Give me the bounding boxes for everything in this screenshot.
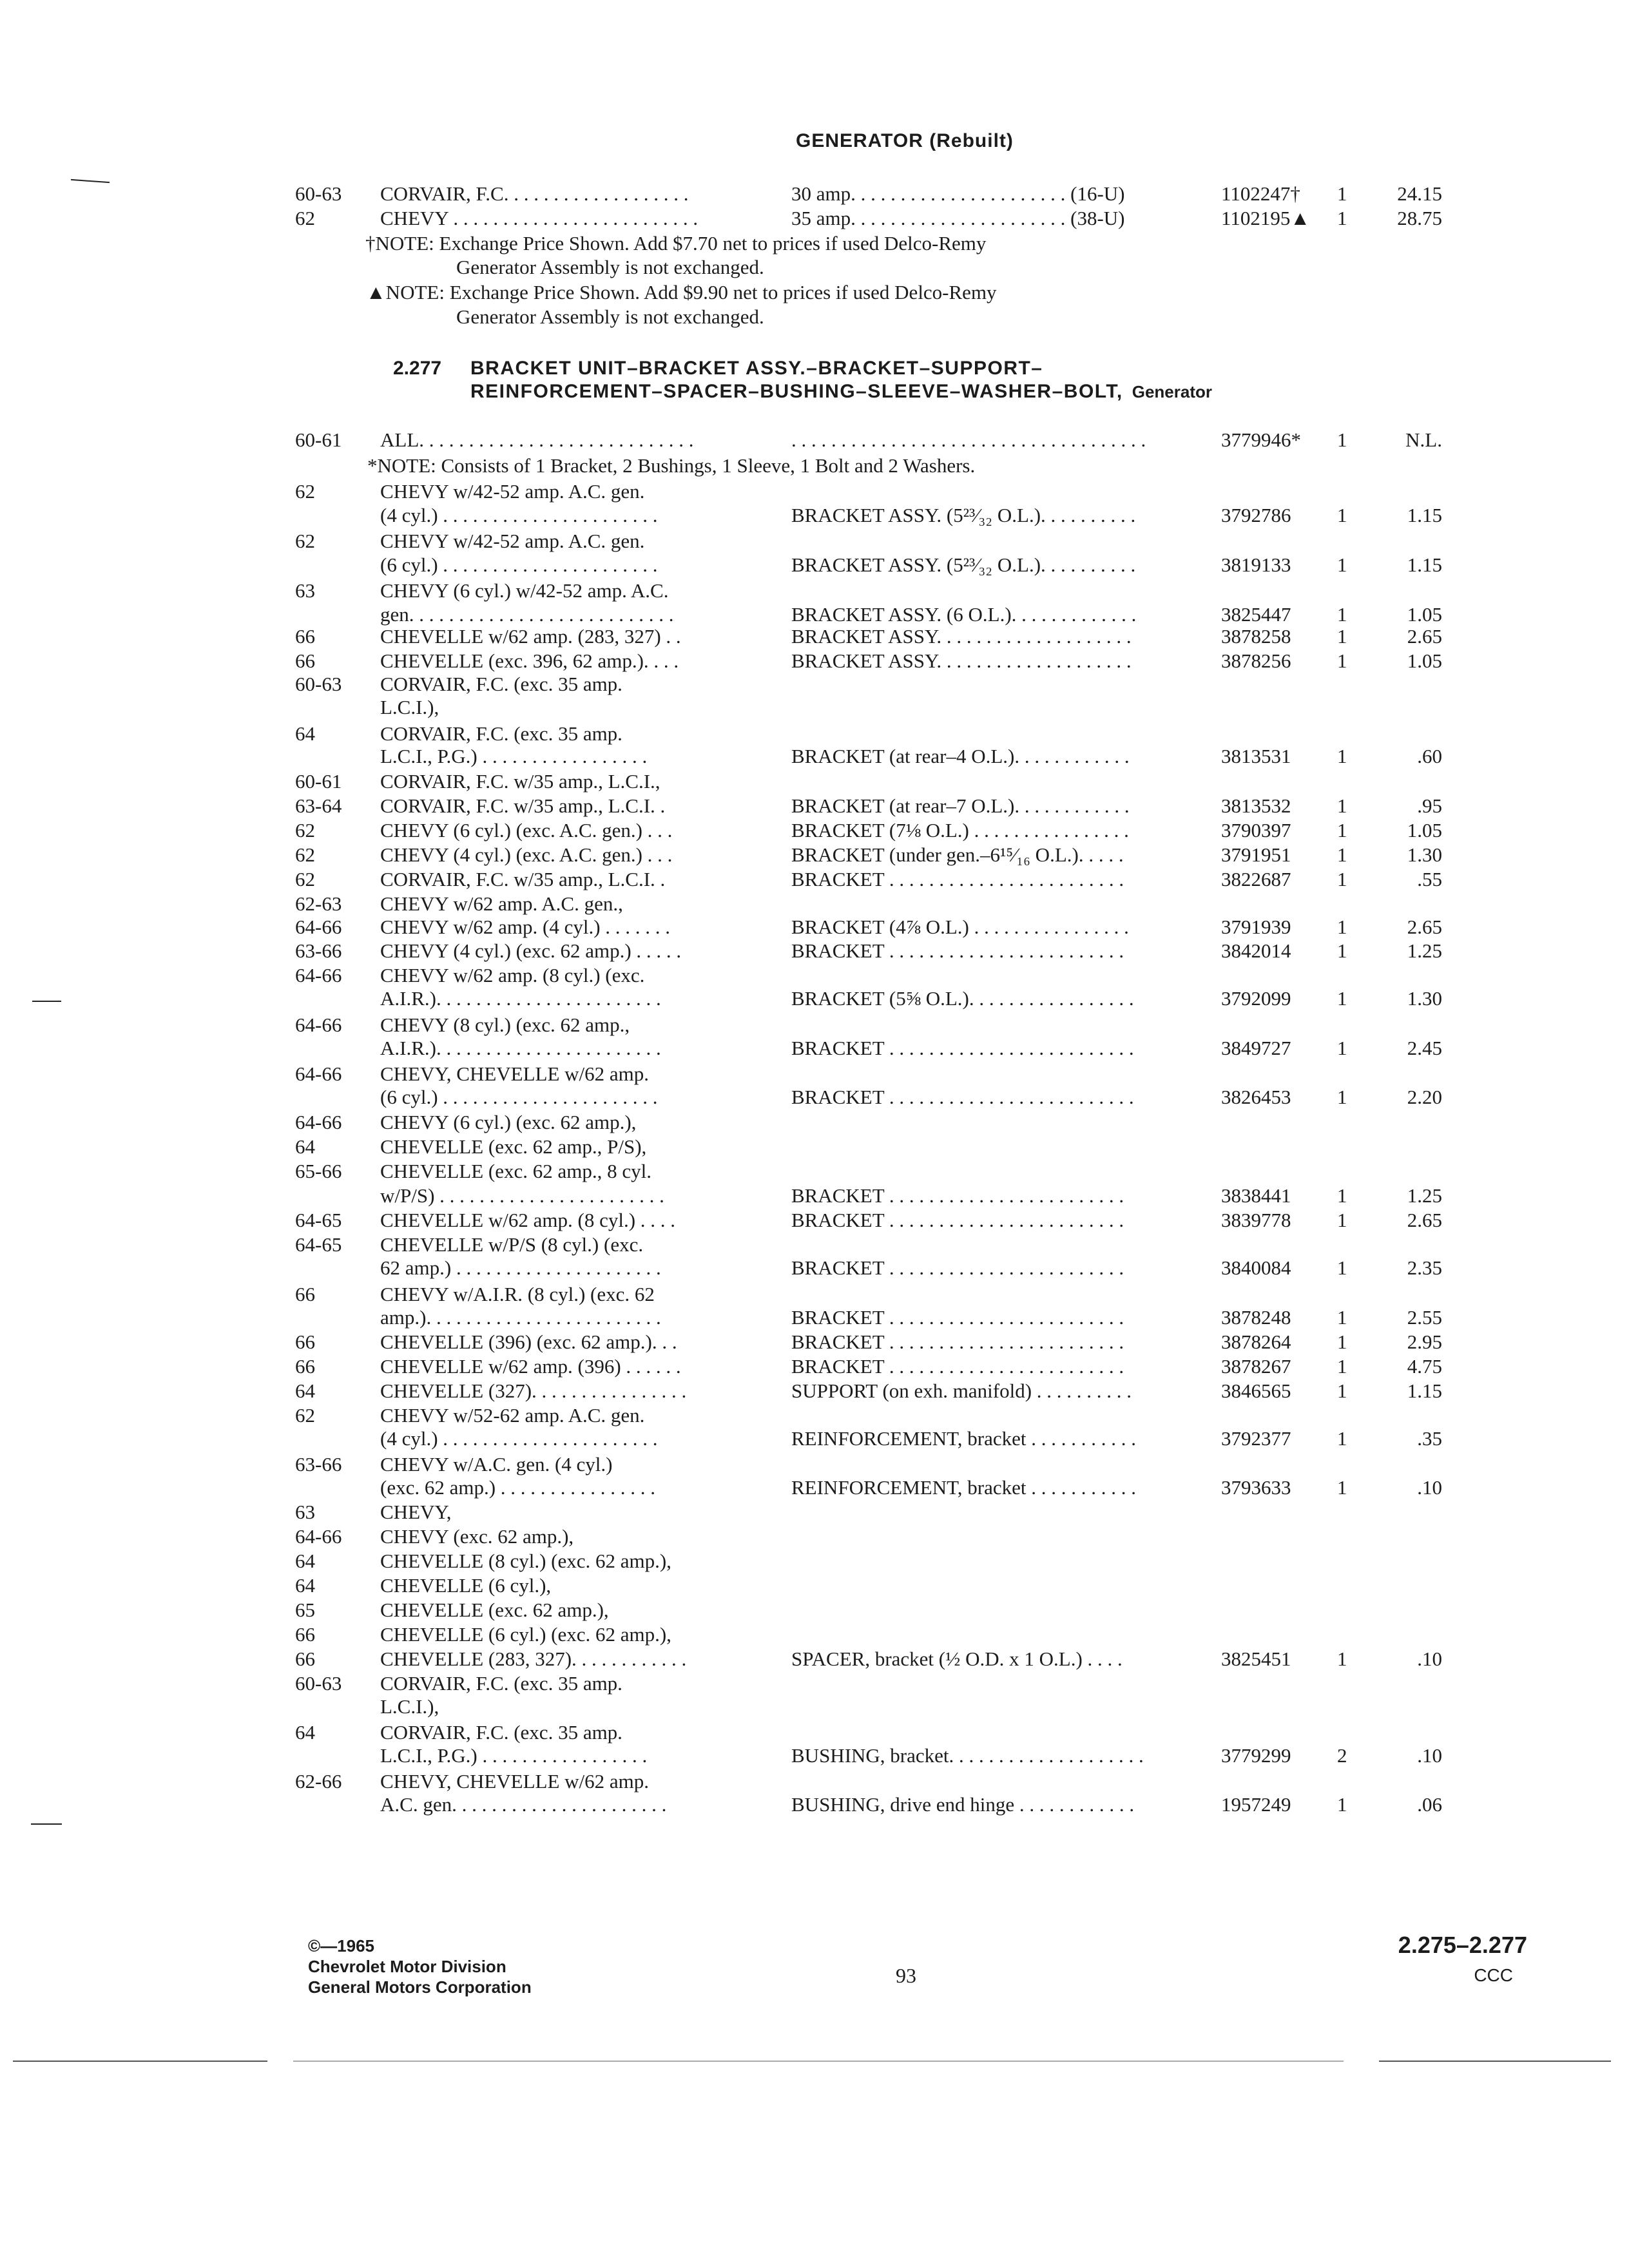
year-cell: 66: [295, 1331, 315, 1353]
year-cell: 64-66: [295, 1111, 342, 1133]
price-cell: .10: [1417, 1476, 1442, 1499]
application-cell: CHEVELLE (396) (exc. 62 amp.). . .: [380, 1331, 677, 1353]
table-row: [0, 696, 1629, 719]
application-cell: CHEVELLE (exc. 62 amp., 8 cyl.: [380, 1160, 651, 1182]
price-cell: 2.65: [1407, 625, 1442, 648]
application-cell: CHEVELLE (6 cyl.) (exc. 62 amp.),: [380, 1623, 671, 1646]
year-cell: 64: [295, 722, 315, 745]
price-cell: 2.65: [1407, 916, 1442, 938]
year-cell: 63-66: [295, 939, 342, 962]
part-name-cell: . . . . . . . . . . . . . . . . . . . . . . . . . . . . . . . . . . . .: [791, 428, 1146, 451]
part-name-cell: BRACKET (4⅞ O.L.) . . . . . . . . . . . . . . . .: [791, 916, 1129, 938]
part-name-cell: BRACKET . . . . . . . . . . . . . . . . . . . . . . . .: [791, 1331, 1124, 1353]
application-cell: CHEVY w/52-62 amp. A.C. gen.: [380, 1404, 645, 1427]
year-cell: 62: [295, 868, 315, 890]
application-cell: CHEVELLE (8 cyl.) (exc. 62 amp.),: [380, 1550, 671, 1572]
footer-division: Chevrolet Motor Division: [308, 1957, 506, 1976]
part-number-cell: 3825451: [1221, 1648, 1291, 1670]
section-title-line1: BRACKET UNIT–BRACKET ASSY.–BRACKET–SUPPORT–: [470, 358, 1043, 379]
year-cell: 60-61: [295, 428, 342, 451]
quantity-cell: 1: [1337, 603, 1347, 626]
price-cell: .10: [1417, 1648, 1442, 1670]
year-cell: 63: [295, 1501, 315, 1523]
year-cell: 60-61: [295, 770, 342, 793]
part-name-cell: BRACKET (7⅛ O.L.) . . . . . . . . . . . . . . . .: [791, 819, 1129, 841]
part-name-cell: BRACKET . . . . . . . . . . . . . . . . . . . . . . . .: [791, 868, 1124, 890]
year-cell: 63: [295, 579, 315, 602]
application-cell: (4 cyl.) . . . . . . . . . . . . . . . . . . . . . .: [380, 1427, 658, 1450]
application-cell: CHEVY w/62 amp. (8 cyl.) (exc.: [380, 964, 645, 986]
application-cell: CHEVY (8 cyl.) (exc. 62 amp.,: [380, 1014, 630, 1036]
margin-mark: [31, 1823, 62, 1825]
table-row: [0, 1404, 1629, 1427]
part-number-cell: 3790397: [1221, 819, 1291, 841]
table-row: [0, 480, 1629, 503]
note-dagger-line2: Generator Assembly is not exchanged.: [456, 256, 764, 278]
table-row: [0, 1721, 1629, 1744]
application-cell: CHEVELLE w/62 amp. (8 cyl.) . . . .: [380, 1209, 676, 1231]
price-cell: 2.45: [1407, 1037, 1442, 1059]
table-row: [0, 1623, 1629, 1646]
price-cell: 1.05: [1407, 649, 1442, 672]
year-cell: 63-64: [295, 794, 342, 817]
quantity-cell: 1: [1337, 1355, 1347, 1378]
table-row: [0, 1525, 1629, 1548]
part-number-cell: 3813531: [1221, 745, 1291, 767]
application-cell: CHEVY,: [380, 1501, 452, 1523]
table-row: [0, 1111, 1629, 1134]
quantity-cell: 1: [1337, 1306, 1347, 1329]
table-row: [0, 987, 1629, 1010]
note-triangle-line1: ▲NOTE: Exchange Price Shown. Add $9.90 net to prices if used Delco-Remy: [366, 281, 997, 303]
year-cell: 66: [295, 1623, 315, 1646]
application-cell: CHEVY (exc. 62 amp.),: [380, 1525, 574, 1548]
quantity-cell: 1: [1337, 1648, 1347, 1670]
part-name-cell: BRACKET (5⅝ O.L.). . . . . . . . . . . . . . . . .: [791, 987, 1134, 1010]
quantity-cell: 1: [1337, 649, 1347, 672]
quantity-cell: 1: [1337, 428, 1347, 451]
application-cell: CHEVY w/42-52 amp. A.C. gen.: [380, 530, 645, 552]
table-row: [0, 1770, 1629, 1793]
price-cell: 1.15: [1407, 504, 1442, 526]
part-number-cell: 3840084: [1221, 1256, 1291, 1279]
application-cell: CHEVY, CHEVELLE w/62 amp.: [380, 1770, 650, 1792]
part-number-cell: 1102195▲: [1221, 207, 1311, 229]
part-number-cell: 3813532: [1221, 794, 1291, 817]
bottom-rule-left: [13, 2061, 267, 2062]
year-cell: 64-66: [295, 1014, 342, 1036]
part-name-cell: BRACKET . . . . . . . . . . . . . . . . . . . . . . . . .: [791, 1037, 1134, 1059]
year-cell: 62: [295, 1404, 315, 1427]
table-row: [0, 1793, 1629, 1816]
table-row: [0, 1744, 1629, 1767]
part-number-cell: 1957249: [1221, 1793, 1291, 1816]
part-number-cell: 3849727: [1221, 1037, 1291, 1059]
application-cell: CHEVELLE (6 cyl.),: [380, 1574, 552, 1597]
table-row: [0, 649, 1629, 673]
year-cell: 64: [295, 1574, 315, 1597]
year-cell: 64: [295, 1379, 315, 1402]
price-cell: .35: [1417, 1427, 1442, 1450]
part-name-cell: 30 amp. . . . . . . . . . . . . . . . . . . . . . (16-U): [791, 182, 1125, 205]
price-cell: 24.15: [1397, 182, 1442, 205]
application-cell: CORVAIR, F.C. w/35 amp., L.C.I. .: [380, 794, 666, 817]
price-cell: 4.75: [1407, 1355, 1442, 1378]
quantity-cell: 1: [1337, 916, 1347, 938]
application-cell: CHEVELLE (283, 327). . . . . . . . . . . .: [380, 1648, 687, 1670]
quantity-cell: 1: [1337, 553, 1347, 576]
table-row: [0, 1355, 1629, 1378]
table-row: [0, 1233, 1629, 1256]
application-cell: L.C.I.),: [380, 696, 439, 718]
table-row: [0, 916, 1629, 939]
quantity-cell: 1: [1337, 625, 1347, 648]
application-cell: CHEVY w/42-52 amp. A.C. gen.: [380, 480, 645, 503]
year-cell: 62-63: [295, 892, 342, 915]
year-cell: 66: [295, 625, 315, 648]
table-row: [0, 625, 1629, 648]
table-row: [0, 504, 1629, 527]
part-number-cell: 3792786: [1221, 504, 1291, 526]
price-cell: 2.65: [1407, 1209, 1442, 1231]
year-cell: 62: [295, 207, 315, 229]
application-cell: (exc. 62 amp.) . . . . . . . . . . . . . . . .: [380, 1476, 656, 1499]
table-row: [0, 1672, 1629, 1695]
part-number-cell: 1102247†: [1221, 182, 1300, 205]
year-cell: 64-66: [295, 1062, 342, 1085]
table-row: [0, 1306, 1629, 1329]
section-title-generator: GENERATOR (Rebuilt): [796, 130, 1014, 151]
footer-copyright: ©—1965: [308, 1936, 374, 1956]
table-row: [0, 603, 1629, 626]
part-name-cell: BRACKET . . . . . . . . . . . . . . . . . . . . . . . . .: [791, 1086, 1134, 1108]
price-cell: 1.25: [1407, 1184, 1442, 1207]
application-cell: (6 cyl.) . . . . . . . . . . . . . . . . . . . . . .: [380, 553, 658, 576]
section-title-line2: REINFORCEMENT–SPACER–BUSHING–SLEEVE–WASHER–BOLT,: [470, 381, 1123, 402]
part-number-cell: 3792377: [1221, 1427, 1291, 1450]
part-number-cell: 3793633: [1221, 1476, 1291, 1499]
table-row: [0, 1283, 1629, 1306]
quantity-cell: 1: [1337, 939, 1347, 962]
application-cell: CHEVY (6 cyl.) (exc. A.C. gen.) . . .: [380, 819, 673, 841]
quantity-cell: 1: [1337, 1427, 1347, 1450]
table-row: [0, 1209, 1629, 1232]
application-cell: CHEVELLE w/P/S (8 cyl.) (exc.: [380, 1233, 644, 1256]
application-cell: CHEVY w/A.C. gen. (4 cyl.): [380, 1453, 613, 1475]
application-cell: CORVAIR, F.C. . . . . . . . . . . . . . . . . . .: [380, 182, 689, 205]
part-name-cell: REINFORCEMENT, bracket . . . . . . . . . . .: [791, 1476, 1136, 1499]
quantity-cell: 1: [1337, 794, 1347, 817]
part-name-cell: BRACKET . . . . . . . . . . . . . . . . . . . . . . . .: [791, 1355, 1124, 1378]
part-name-cell: SPACER, bracket (½ O.D. x 1 O.L.) . . . .: [791, 1648, 1123, 1670]
application-cell: CHEVY (6 cyl.) w/42-52 amp. A.C.: [380, 579, 669, 602]
quantity-cell: 1: [1337, 182, 1347, 205]
year-cell: 60-63: [295, 182, 342, 205]
table-row: [0, 553, 1629, 577]
year-cell: 62: [295, 480, 315, 503]
year-cell: 64-66: [295, 964, 342, 986]
table-row: [0, 579, 1629, 602]
year-cell: 66: [295, 1355, 315, 1378]
footer-code: CCC: [1474, 1965, 1513, 1985]
bottom-rule-mid: [293, 2061, 1344, 2062]
part-name-cell: BRACKET . . . . . . . . . . . . . . . . . . . . . . . .: [791, 939, 1124, 962]
table-row: [0, 843, 1629, 867]
part-number-cell: 3878248: [1221, 1306, 1291, 1329]
price-cell: 1.25: [1407, 939, 1442, 962]
price-cell: 2.20: [1407, 1086, 1442, 1108]
price-cell: .10: [1417, 1744, 1442, 1767]
year-cell: 65: [295, 1599, 315, 1621]
application-cell: (4 cyl.) . . . . . . . . . . . . . . . . . . . . . .: [380, 504, 658, 526]
application-cell: CHEVY w/62 amp. (4 cyl.) . . . . . . .: [380, 916, 671, 938]
table-row: [0, 1184, 1629, 1207]
application-cell: CHEVELLE (327). . . . . . . . . . . . . . . .: [380, 1379, 687, 1402]
table-row: [0, 1256, 1629, 1280]
table-row: [0, 1599, 1629, 1622]
application-cell: L.C.I., P.G.) . . . . . . . . . . . . . . . . .: [380, 745, 648, 767]
year-cell: 66: [295, 1283, 315, 1305]
price-cell: 1.05: [1407, 603, 1442, 626]
table-row: [0, 819, 1629, 842]
application-cell: ALL. . . . . . . . . . . . . . . . . . . . . . . . . . . .: [380, 428, 694, 451]
application-cell: L.C.I.),: [380, 1695, 439, 1718]
table-row: [0, 868, 1629, 891]
year-cell: 60-63: [295, 1672, 342, 1695]
part-number-cell: 3792099: [1221, 987, 1291, 1010]
part-name-cell: BUSHING, bracket. . . . . . . . . . . . . . . . . . . .: [791, 1744, 1144, 1767]
quantity-cell: 1: [1337, 1331, 1347, 1353]
bracket-assembly-note: *NOTE: Consists of 1 Bracket, 2 Bushings, 1 Sleeve, 1 Bolt and 2 Washers.: [367, 454, 976, 477]
application-cell: A.I.R.). . . . . . . . . . . . . . . . . . . . . . .: [380, 1037, 661, 1059]
table-row: [0, 428, 1629, 452]
part-name-cell: BRACKET ASSY. . . . . . . . . . . . . . . . . . . .: [791, 649, 1132, 672]
part-name-cell: BRACKET . . . . . . . . . . . . . . . . . . . . . . . .: [791, 1256, 1124, 1279]
quantity-cell: 1: [1337, 1379, 1347, 1402]
part-number-cell: 3819133: [1221, 553, 1291, 576]
table-row: [0, 1550, 1629, 1573]
part-name-cell: BRACKET (at rear–7 O.L.). . . . . . . . . . . .: [791, 794, 1130, 817]
application-cell: CHEVY (6 cyl.) (exc. 62 amp.),: [380, 1111, 637, 1133]
table-row: [0, 770, 1629, 793]
quantity-cell: 1: [1337, 819, 1347, 841]
section-title-line2-wrap: [470, 381, 1212, 403]
year-cell: 65-66: [295, 1160, 342, 1182]
year-cell: 62-66: [295, 1770, 342, 1792]
table-row: [0, 1037, 1629, 1060]
table-row: [0, 1453, 1629, 1476]
application-cell: CHEVY w/A.I.R. (8 cyl.) (exc. 62: [380, 1283, 655, 1305]
quantity-cell: 1: [1337, 504, 1347, 526]
quantity-cell: 1: [1337, 1209, 1347, 1231]
year-cell: 66: [295, 1648, 315, 1670]
quantity-cell: 1: [1337, 1184, 1347, 1207]
part-number-cell: 3839778: [1221, 1209, 1291, 1231]
part-name-cell: BRACKET . . . . . . . . . . . . . . . . . . . . . . . .: [791, 1184, 1124, 1207]
price-cell: 2.95: [1407, 1331, 1442, 1353]
application-cell: CORVAIR, F.C. (exc. 35 amp.: [380, 673, 622, 695]
part-number-cell: 3822687: [1221, 868, 1291, 890]
table-row: [0, 1476, 1629, 1499]
year-cell: 62: [295, 530, 315, 552]
application-cell: 62 amp.) . . . . . . . . . . . . . . . . . . . . .: [380, 1256, 661, 1279]
application-cell: CORVAIR, F.C. w/35 amp., L.C.I. .: [380, 868, 666, 890]
price-cell: 1.15: [1407, 1379, 1442, 1402]
year-cell: 63-66: [295, 1453, 342, 1475]
table-row: [0, 745, 1629, 768]
part-name-cell: BRACKET . . . . . . . . . . . . . . . . . . . . . . . .: [791, 1209, 1124, 1231]
price-cell: 1.05: [1407, 819, 1442, 841]
price-cell: 2.55: [1407, 1306, 1442, 1329]
table-row: [0, 1695, 1629, 1718]
footer-corporation: General Motors Corporation: [308, 1977, 532, 1997]
application-cell: L.C.I., P.G.) . . . . . . . . . . . . . . . . .: [380, 1744, 648, 1767]
application-cell: w/P/S) . . . . . . . . . . . . . . . . . . . . . . .: [380, 1184, 664, 1207]
quantity-cell: 1: [1337, 1476, 1347, 1499]
table-row: [0, 1086, 1629, 1109]
price-cell: .06: [1417, 1793, 1442, 1816]
year-cell: 64-65: [295, 1233, 342, 1256]
year-cell: 64-65: [295, 1209, 342, 1231]
bottom-rule-right: [1379, 2061, 1611, 2062]
application-cell: CHEVY (4 cyl.) (exc. 62 amp.) . . . . .: [380, 939, 682, 962]
part-number-cell: 3846565: [1221, 1379, 1291, 1402]
section-number: 2.277: [393, 358, 442, 379]
quantity-cell: 2: [1337, 1744, 1347, 1767]
quantity-cell: 1: [1337, 207, 1347, 229]
price-cell: 2.35: [1407, 1256, 1442, 1279]
application-cell: amp.). . . . . . . . . . . . . . . . . . . . . . . .: [380, 1306, 661, 1329]
table-row: [0, 1331, 1629, 1354]
part-name-cell: BUSHING, drive end hinge . . . . . . . . . . . .: [791, 1793, 1135, 1816]
part-number-cell: 3779299: [1221, 1744, 1291, 1767]
part-name-cell: 35 amp. . . . . . . . . . . . . . . . . . . . . . (38-U): [791, 207, 1125, 229]
table-row: [0, 1062, 1629, 1086]
section-title-suffix: Generator: [1132, 382, 1212, 401]
price-cell: 28.75: [1397, 207, 1442, 229]
application-cell: CHEVELLE (exc. 396, 62 amp.). . . .: [380, 649, 679, 672]
part-number-cell: 3779946*: [1221, 428, 1301, 451]
table-row: [0, 1379, 1629, 1403]
table-row: [0, 794, 1629, 818]
table-row: [0, 1135, 1629, 1158]
page-number: 93: [896, 1964, 916, 1987]
application-cell: CHEVELLE w/62 amp. (283, 327) . .: [380, 625, 681, 648]
application-cell: (6 cyl.) . . . . . . . . . . . . . . . . . . . . . .: [380, 1086, 658, 1108]
quantity-cell: 1: [1337, 745, 1347, 767]
quantity-cell: 1: [1337, 987, 1347, 1010]
price-cell: 1.30: [1407, 987, 1442, 1010]
part-name-cell: SUPPORT (on exh. manifold) . . . . . . . . . .: [791, 1379, 1132, 1402]
quantity-cell: 1: [1337, 1086, 1347, 1108]
table-row: [0, 673, 1629, 696]
table-row: [0, 939, 1629, 963]
table-row: [0, 1648, 1629, 1671]
part-name-cell: BRACKET . . . . . . . . . . . . . . . . . . . . . . . .: [791, 1306, 1124, 1329]
table-row: [0, 722, 1629, 745]
part-name-cell: REINFORCEMENT, bracket . . . . . . . . . . .: [791, 1427, 1136, 1450]
application-cell: A.I.R.). . . . . . . . . . . . . . . . . . . . . . .: [380, 987, 661, 1010]
quantity-cell: 1: [1337, 843, 1347, 866]
quantity-cell: 1: [1337, 1256, 1347, 1279]
part-number-cell: 3842014: [1221, 939, 1291, 962]
table-row: [0, 1501, 1629, 1524]
part-number-cell: 3878267: [1221, 1355, 1291, 1378]
part-number-cell: 3878256: [1221, 649, 1291, 672]
price-cell: .55: [1417, 868, 1442, 890]
year-cell: 60-63: [295, 673, 342, 695]
price-cell: N.L.: [1405, 428, 1442, 451]
part-number-cell: 3826453: [1221, 1086, 1291, 1108]
application-cell: CHEVY . . . . . . . . . . . . . . . . . . . . . . . . .: [380, 207, 699, 229]
quantity-cell: 1: [1337, 1037, 1347, 1059]
application-cell: CHEVY (4 cyl.) (exc. A.C. gen.) . . .: [380, 843, 673, 866]
table-row: [0, 1427, 1629, 1450]
table-row: [0, 182, 1629, 206]
price-cell: .95: [1417, 794, 1442, 817]
quantity-cell: 1: [1337, 1793, 1347, 1816]
application-cell: CHEVELLE (exc. 62 amp., P/S),: [380, 1135, 647, 1158]
note-triangle-line2: Generator Assembly is not exchanged.: [456, 305, 764, 328]
table-row: [0, 1574, 1629, 1597]
application-cell: CHEVY, CHEVELLE w/62 amp.: [380, 1062, 650, 1085]
part-name-cell: BRACKET (at rear–4 O.L.). . . . . . . . . . . .: [791, 745, 1130, 767]
table-row: [0, 530, 1629, 553]
table-row: [0, 1160, 1629, 1183]
note-dagger-line1: †NOTE: Exchange Price Shown. Add $7.70 net to prices if used Delco-Remy: [365, 232, 987, 255]
table-row: [0, 892, 1629, 916]
price-cell: 1.30: [1407, 843, 1442, 866]
year-cell: 62: [295, 843, 315, 866]
year-cell: 66: [295, 649, 315, 672]
application-cell: CORVAIR, F.C. (exc. 35 amp.: [380, 1721, 622, 1744]
application-cell: CORVAIR, F.C. w/35 amp., L.C.I.,: [380, 770, 660, 793]
part-number-cell: 3791939: [1221, 916, 1291, 938]
part-number-cell: 3878264: [1221, 1331, 1291, 1353]
year-cell: 64: [295, 1135, 315, 1158]
quantity-cell: 1: [1337, 868, 1347, 890]
year-cell: 64: [295, 1550, 315, 1572]
application-cell: CORVAIR, F.C. (exc. 35 amp.: [380, 722, 622, 745]
part-name-cell: BRACKET ASSY. (6 O.L.). . . . . . . . . . . . .: [791, 603, 1137, 626]
application-cell: A.C. gen. . . . . . . . . . . . . . . . . . . . . .: [380, 1793, 667, 1816]
price-cell: .60: [1417, 745, 1442, 767]
year-cell: 64-66: [295, 916, 342, 938]
part-name-cell: BRACKET ASSY. (5²³⁄₃₂ O.L.). . . . . . . . . .: [791, 504, 1136, 526]
part-name-cell: BRACKET (under gen.–6¹⁵⁄₁₆ O.L.). . . . .: [791, 843, 1124, 866]
year-cell: 62: [295, 819, 315, 841]
part-number-cell: 3878258: [1221, 625, 1291, 648]
footer-section-range: 2.275–2.277: [1398, 1932, 1527, 1958]
part-number-cell: 3838441: [1221, 1184, 1291, 1207]
part-name-cell: BRACKET ASSY. (5²³⁄₃₂ O.L.). . . . . . . . . .: [791, 553, 1136, 576]
part-number-cell: 3791951: [1221, 843, 1291, 866]
application-cell: CHEVY w/62 amp. A.C. gen.,: [380, 892, 623, 915]
table-row: [0, 207, 1629, 230]
price-cell: 1.15: [1407, 553, 1442, 576]
application-cell: CHEVELLE (exc. 62 amp.),: [380, 1599, 609, 1621]
application-cell: CHEVELLE w/62 amp. (396) . . . . . .: [380, 1355, 681, 1378]
table-row: [0, 964, 1629, 987]
part-number-cell: 3825447: [1221, 603, 1291, 626]
application-cell: gen. . . . . . . . . . . . . . . . . . . . . . . . . . .: [380, 603, 674, 626]
application-cell: CORVAIR, F.C. (exc. 35 amp.: [380, 1672, 622, 1695]
table-row: [0, 1014, 1629, 1037]
year-cell: 64-66: [295, 1525, 342, 1548]
year-cell: 64: [295, 1721, 315, 1744]
part-name-cell: BRACKET ASSY. . . . . . . . . . . . . . . . . . . .: [791, 625, 1132, 648]
